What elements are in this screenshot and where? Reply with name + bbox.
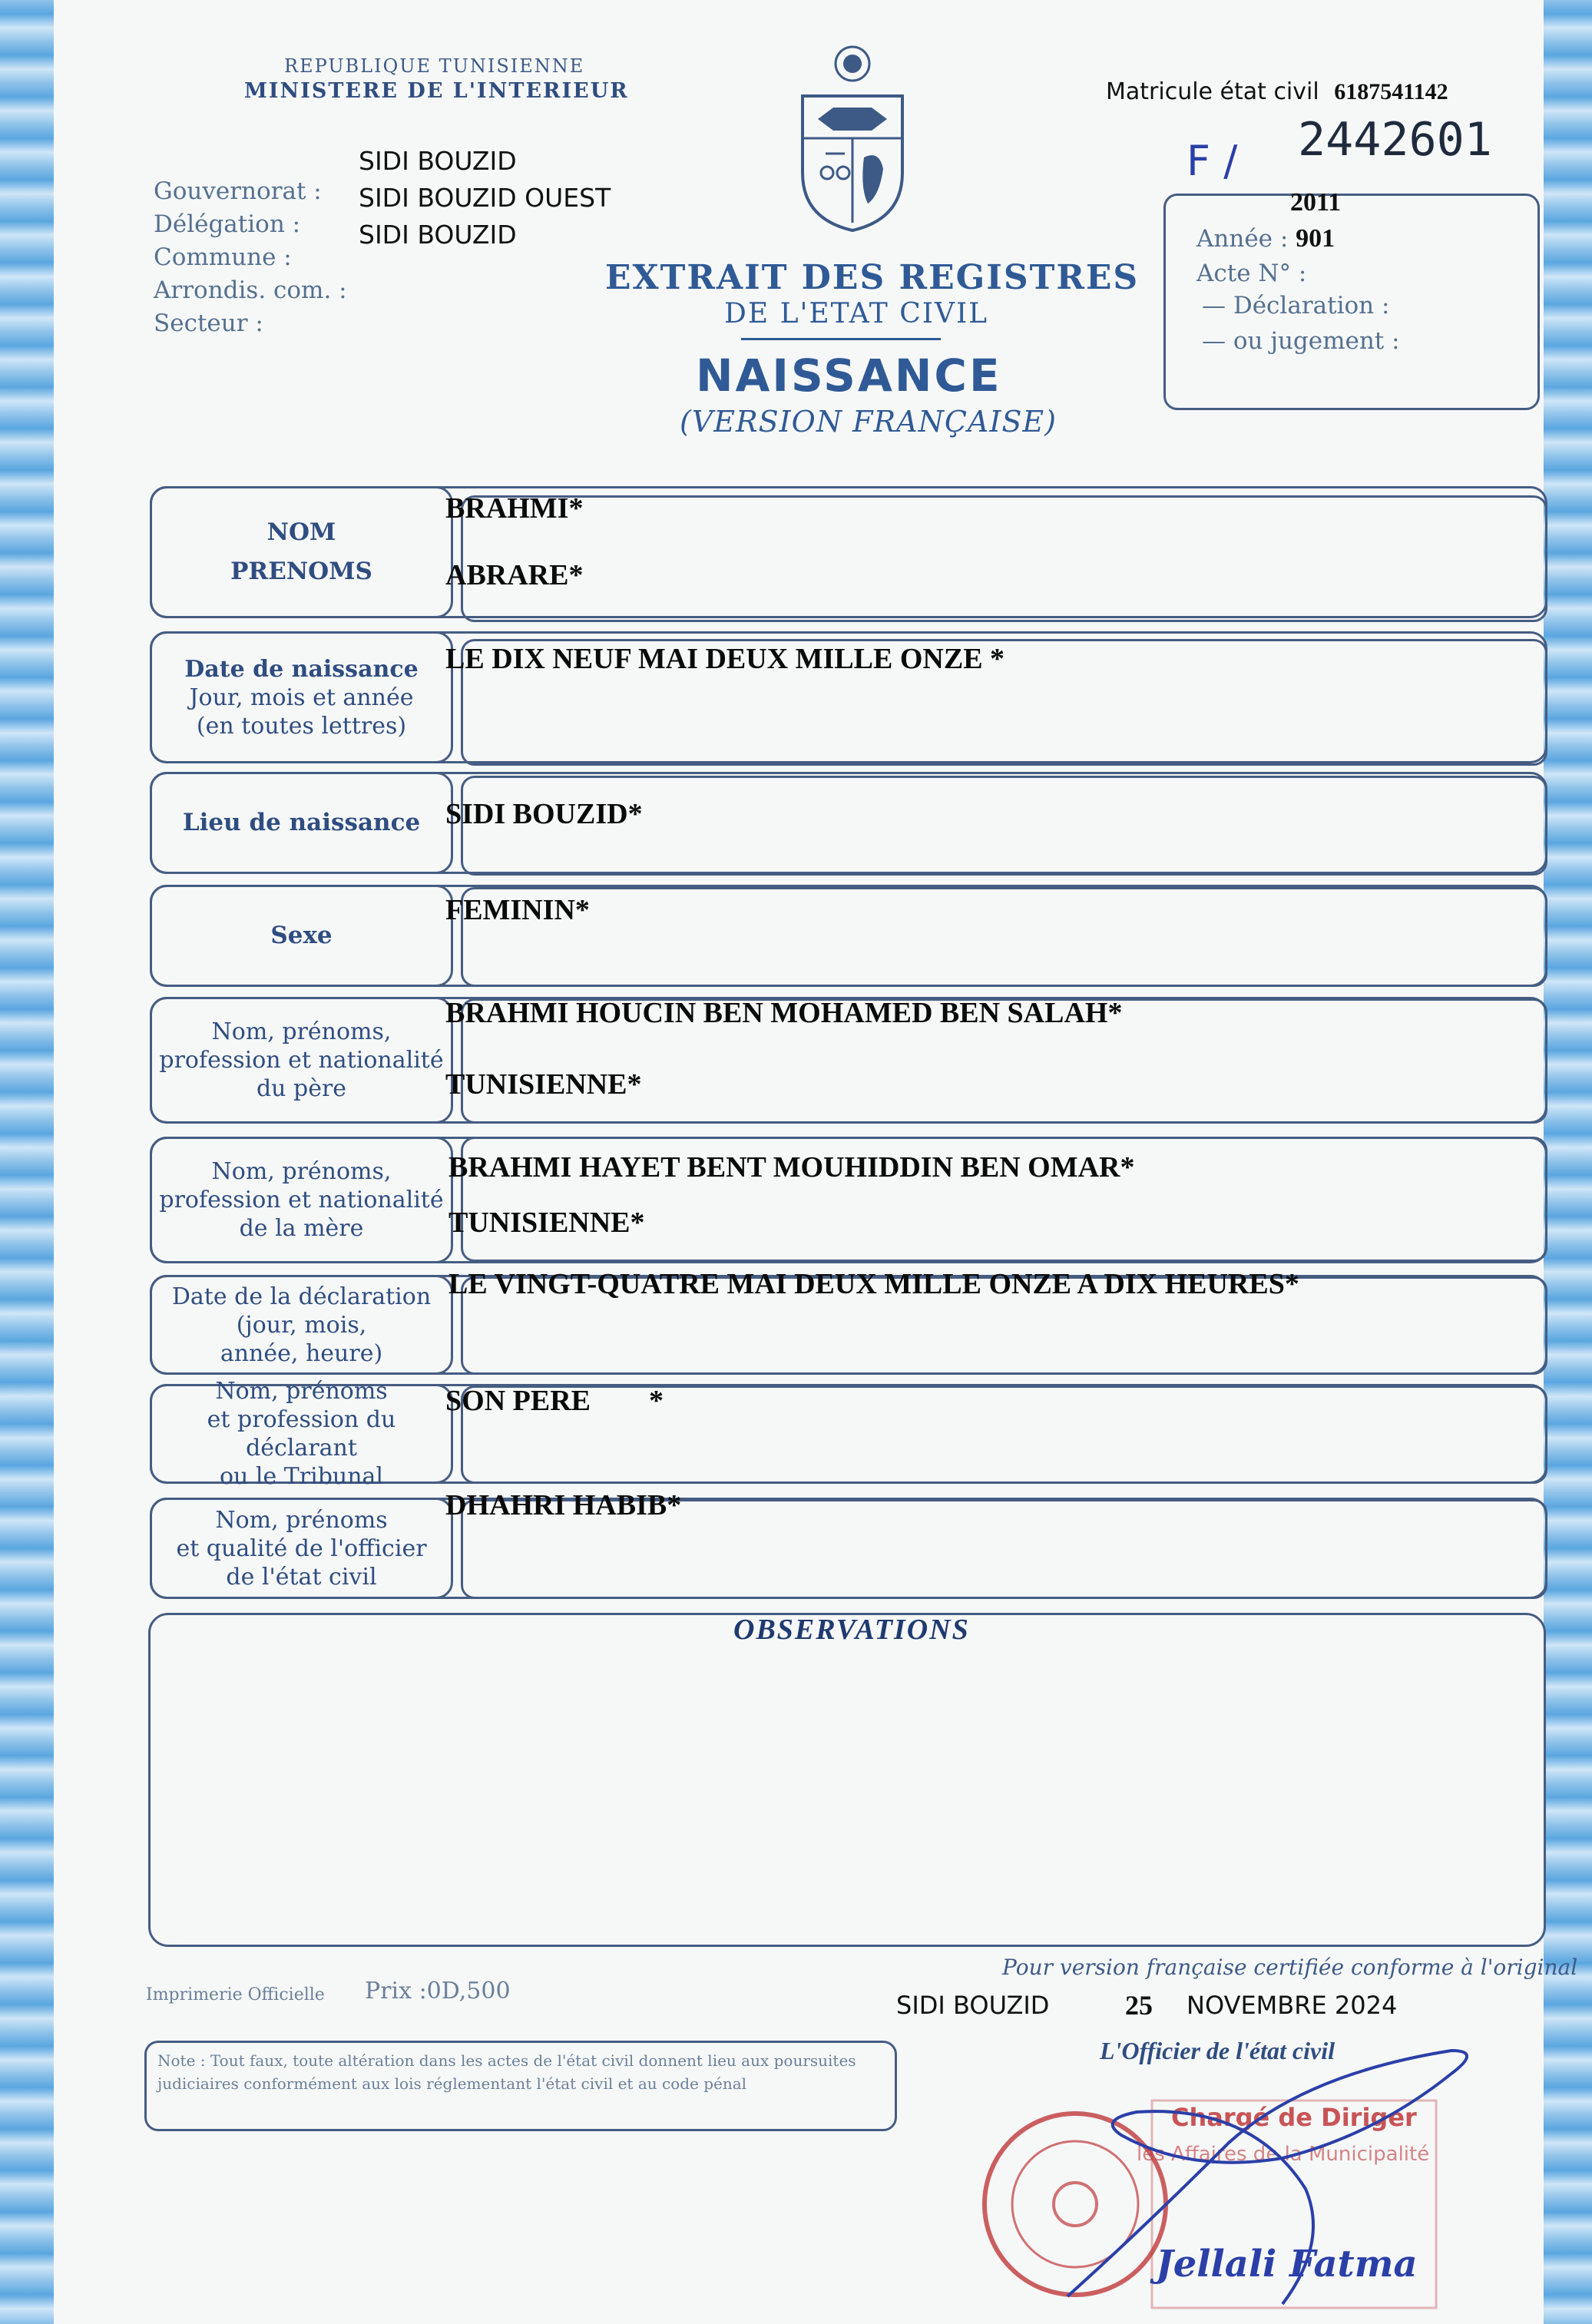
date-label-1: Date de naissance xyxy=(184,655,419,683)
prix-label: Prix :0D,500 xyxy=(365,1978,511,2005)
place-value: SIDI BOUZID xyxy=(896,1991,1050,2020)
row-value-box-declarant xyxy=(461,1385,1547,1484)
row-label-pere xyxy=(150,997,453,1124)
republique-heading: REPUBLIQUE TUNISIENNE xyxy=(284,55,585,77)
row-value-box-nom xyxy=(461,495,1547,622)
year-handwritten: 2011 xyxy=(1290,188,1342,217)
certified-note: Pour version française certifiée conforme à l'original xyxy=(1002,1955,1578,1980)
officier-value: DHAHRI HABIB* xyxy=(445,1489,682,1521)
observations-box xyxy=(148,1613,1546,1947)
mere-label-3: de la mère xyxy=(239,1215,364,1242)
delegation-value: SIDI BOUZID OUEST xyxy=(359,183,611,213)
row-label-mere xyxy=(150,1137,453,1263)
observations-title: OBSERVATIONS xyxy=(733,1614,970,1646)
stamp-text-2: les Affaires de la Municipalité xyxy=(1137,2143,1430,2166)
matricule-label: Matricule état civil xyxy=(1106,78,1319,105)
mere-label-2: profession et nationalité xyxy=(159,1187,444,1213)
title-etat-civil: DE L'ETAT CIVIL xyxy=(724,298,989,329)
nom-value: BRAHMI* xyxy=(445,492,584,525)
row-label-officier xyxy=(150,1498,453,1599)
acte-label: Acte N° : xyxy=(1196,260,1307,287)
date-label-2: Jour, mois et année xyxy=(189,684,414,711)
date-label-3: (en toutes lettres) xyxy=(196,712,407,740)
annee-label: Année : xyxy=(1196,225,1289,253)
row-label-sexe xyxy=(150,885,453,987)
declarant-label-2: et profession du déclarant xyxy=(207,1406,396,1462)
nom-label: NOM xyxy=(266,518,336,546)
day-value: 25 xyxy=(1125,1990,1153,2021)
gouvernorat-label: Gouvernorat : xyxy=(154,177,322,205)
declarant-label-1: Nom, prénoms xyxy=(215,1378,388,1405)
officier-label-3: de l'état civil xyxy=(226,1563,377,1591)
mere-label-1: Nom, prénoms, xyxy=(211,1158,392,1185)
date-naissance-value: LE DIX NEUF MAI DEUX MILLE ONZE * xyxy=(445,643,1005,675)
signature-name: Jellali Fatma xyxy=(1156,2243,1418,2286)
declaration-label: — Déclaration : xyxy=(1202,292,1390,319)
commune-label: Commune : xyxy=(154,243,292,271)
delegation-label: Délégation : xyxy=(154,210,301,238)
ministere-heading: MINISTERE DE L'INTERIEUR xyxy=(244,79,629,103)
admin-values xyxy=(359,143,611,253)
commune-value: SIDI BOUZID xyxy=(359,220,517,250)
decl-label-1: Date de la déclaration xyxy=(171,1283,432,1310)
matricule-line xyxy=(1106,78,1448,105)
title-divider xyxy=(741,338,941,340)
pere-value-2: TUNISIENNE* xyxy=(445,1068,642,1101)
declaration-value: LE VINGT-QUATRE MAI DEUX MILLE ONZE A DIX HEURES* xyxy=(448,1268,1299,1300)
row-label-declarant xyxy=(150,1378,453,1490)
admin-labels xyxy=(154,175,347,340)
title-version: (VERSION FRANÇAISE) xyxy=(680,405,1057,439)
pere-label-1: Nom, prénoms, xyxy=(211,1018,392,1045)
coat-of-arms-icon xyxy=(787,42,918,234)
gouvernorat-value: SIDI BOUZID xyxy=(359,146,517,176)
declarant-value: SON PERE xyxy=(445,1385,591,1417)
row-label-declaration xyxy=(150,1275,453,1375)
annee-value: 901 xyxy=(1296,224,1335,253)
legal-note-text: Note : Tout faux, toute altération dans les actes de l'état civil donnent lieu aux poursuites judiciaires conformément aux lois réglementant l'état civil et au code pénal xyxy=(157,2051,856,2093)
stamp-text: Chargé de Diriger xyxy=(1171,2103,1417,2132)
decl-label-2: (jour, mois, xyxy=(236,1311,367,1339)
officer-title: L'Officier de l'état civil xyxy=(1100,2037,1335,2064)
sexe-label: Sexe xyxy=(270,922,333,949)
title-extrait: EXTRAIT DES REGISTRES xyxy=(605,258,1140,297)
officier-label-2: et qualité de l'officier xyxy=(176,1534,427,1562)
f-prefix: F / xyxy=(1187,137,1238,185)
row-label-date xyxy=(150,631,453,763)
sexe-value: FEMININ* xyxy=(445,894,590,926)
title-naissance: NAISSANCE xyxy=(696,349,1002,402)
mere-value-1: BRAHMI HAYET BENT MOUHIDDIN BEN OMAR* xyxy=(448,1151,1135,1184)
imprimerie-label: Imprimerie Officielle xyxy=(146,1985,325,2005)
prenoms-value: ABRARE* xyxy=(445,559,584,591)
declarant-star: * xyxy=(649,1385,664,1417)
decl-label-3: année, heure) xyxy=(220,1339,383,1367)
mere-value-2: TUNISIENNE* xyxy=(448,1207,645,1239)
annee-line xyxy=(1196,224,1335,253)
row-value-box-sexe xyxy=(461,887,1547,987)
prenoms-label: PRENOMS xyxy=(230,558,372,585)
lieu-naissance-value: SIDI BOUZID* xyxy=(445,798,643,830)
lieu-label: Lieu de naissance xyxy=(182,809,421,836)
month-year-value: NOVEMBRE 2024 xyxy=(1187,1991,1398,2020)
jugement-label: — ou jugement : xyxy=(1202,327,1400,355)
declarant-label-3: ou le Tribunal xyxy=(219,1463,384,1490)
officier-label-1: Nom, prénoms xyxy=(215,1506,388,1534)
matricule-value: 6187541142 xyxy=(1334,79,1448,104)
row-label-lieu xyxy=(150,772,453,874)
serial-number: 2442601 xyxy=(1298,113,1492,167)
pere-label-2: profession et nationalité xyxy=(159,1047,444,1074)
row-label-nom xyxy=(150,486,453,618)
pere-value-1: BRAHMI HOUCIN BEN MOHAMED BEN SALAH* xyxy=(445,997,1123,1029)
secteur-label: Secteur : xyxy=(154,310,263,337)
pere-label-3: du père xyxy=(256,1075,347,1102)
arrondissement-label: Arrondis. com. : xyxy=(154,276,347,304)
